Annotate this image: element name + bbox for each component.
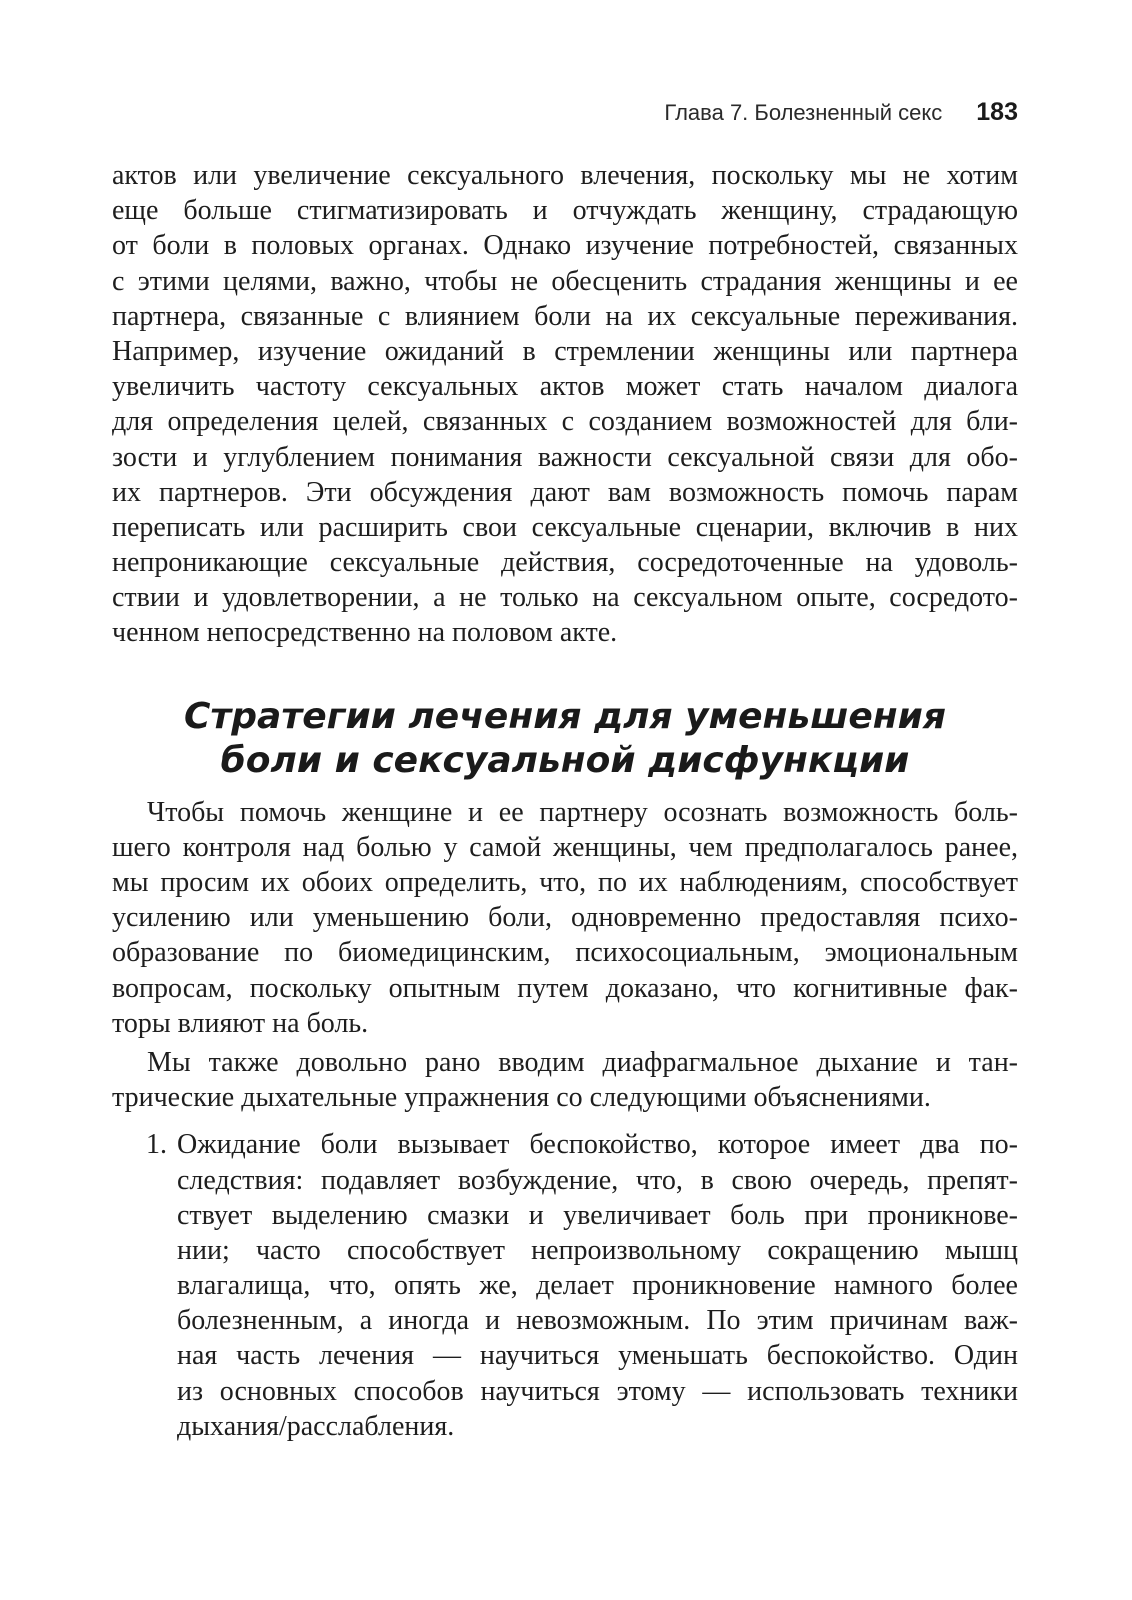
text-line: непроникающие сексуальные действия, сосредоточенные на удоволь- xyxy=(112,547,1018,579)
text-line: Мы также довольно рано вводим диафрагмальное дыхание и тан- xyxy=(147,1046,1018,1078)
text-line: ная часть лечения — научиться уменьшать беспокойство. Один xyxy=(177,1340,1018,1372)
text-line: переписать или расширить свои сексуальные сценарии, включив в них xyxy=(112,511,1018,543)
text-line: от боли в половых органах. Однако изучение потребностей, связанных xyxy=(112,230,1018,262)
page-number: 183 xyxy=(976,98,1018,126)
text-line: вопросам, поскольку опытным путем доказано, что когнитивные фак- xyxy=(112,972,1018,1004)
text-line: нии; часто способствует непроизвольному сокращению мышц xyxy=(177,1234,1018,1266)
page-body xyxy=(112,158,1018,1444)
section-heading xyxy=(112,695,1018,783)
list-item xyxy=(112,1127,1018,1444)
paragraph-3 xyxy=(112,1045,1018,1115)
text-line: влагалища, что, опять же, делает проникновение намного более xyxy=(177,1270,1018,1302)
text-line: Ожидание боли вызывает беспокойство, которое имеет два по- xyxy=(177,1129,1018,1161)
text-line: торы влияют на боль. xyxy=(112,1007,369,1039)
text-line: зости и углублением понимания важности сексуальной связи для обо- xyxy=(112,441,1018,473)
heading-line: боли и сексуальной дисфункции xyxy=(220,739,910,781)
text-line: с этими целями, важно, чтобы не обесценить страдания женщины и ее xyxy=(112,265,1018,297)
text-line: болезненным, а иногда и невозможным. По этим причинам важ- xyxy=(177,1305,1018,1337)
text-line: из основных способов научиться этому — использовать техники xyxy=(177,1375,1018,1407)
text-line: партнера, связанные с влиянием боли на их сексуальные переживания. xyxy=(112,300,1018,332)
text-line: актов или увеличение сексуального влечения, поскольку мы не хотим xyxy=(112,160,1018,191)
text-line: шего контроля над болью у самой женщины, чем предполагалось ранее, xyxy=(112,831,1018,863)
text-line: трические дыхательные упражнения со следующими объяснениями. xyxy=(112,1082,931,1114)
text-line: образование по биомедицинским, психосоциальным, эмоциональным xyxy=(112,937,1018,969)
heading-line: Стратегии лечения для уменьшения xyxy=(184,695,946,737)
text-line: Чтобы помочь женщине и ее партнеру осознать возможность боль- xyxy=(147,796,1018,828)
list-number: 1. xyxy=(146,1129,167,1161)
chapter-title: Глава 7. Болезненный секс xyxy=(664,100,943,125)
text-line: ствует выделению смазки и увеличивает боль при проникнове- xyxy=(177,1199,1018,1231)
text-line: их партнеров. Эти обсуждения дают вам возможность помочь парам xyxy=(112,476,1018,508)
text-line: для определения целей, связанных с созданием возможностей для бли- xyxy=(112,406,1018,438)
text-line: мы просим их обоих определить, что, по их наблюдениям, способствует xyxy=(112,867,1018,898)
text-line: ченном непосредственно на половом акте. xyxy=(112,617,618,649)
text-line: еще больше стигматизировать и отчуждать женщину, страдающую xyxy=(112,195,1018,227)
paragraph-2 xyxy=(112,795,1018,1041)
text-line: следствия: подавляет возбуждение, что, в свою очередь, препят- xyxy=(177,1164,1018,1196)
running-header xyxy=(664,98,1018,127)
text-line: ствии и удовлетворении, а не только на сексуальном опыте, сосредото- xyxy=(112,582,1018,614)
text-line: дыхания/расслабления. xyxy=(177,1410,455,1442)
numbered-list xyxy=(112,1127,1018,1444)
text-line: увеличить частоту сексуальных актов может стать началом диалога xyxy=(112,371,1018,403)
paragraph-1 xyxy=(112,158,1018,651)
text-line: усилению или уменьшению боли, одновременно предоставляя психо- xyxy=(112,902,1018,934)
text-line: Например, изучение ожиданий в стремлении женщины или партнера xyxy=(112,335,1018,367)
